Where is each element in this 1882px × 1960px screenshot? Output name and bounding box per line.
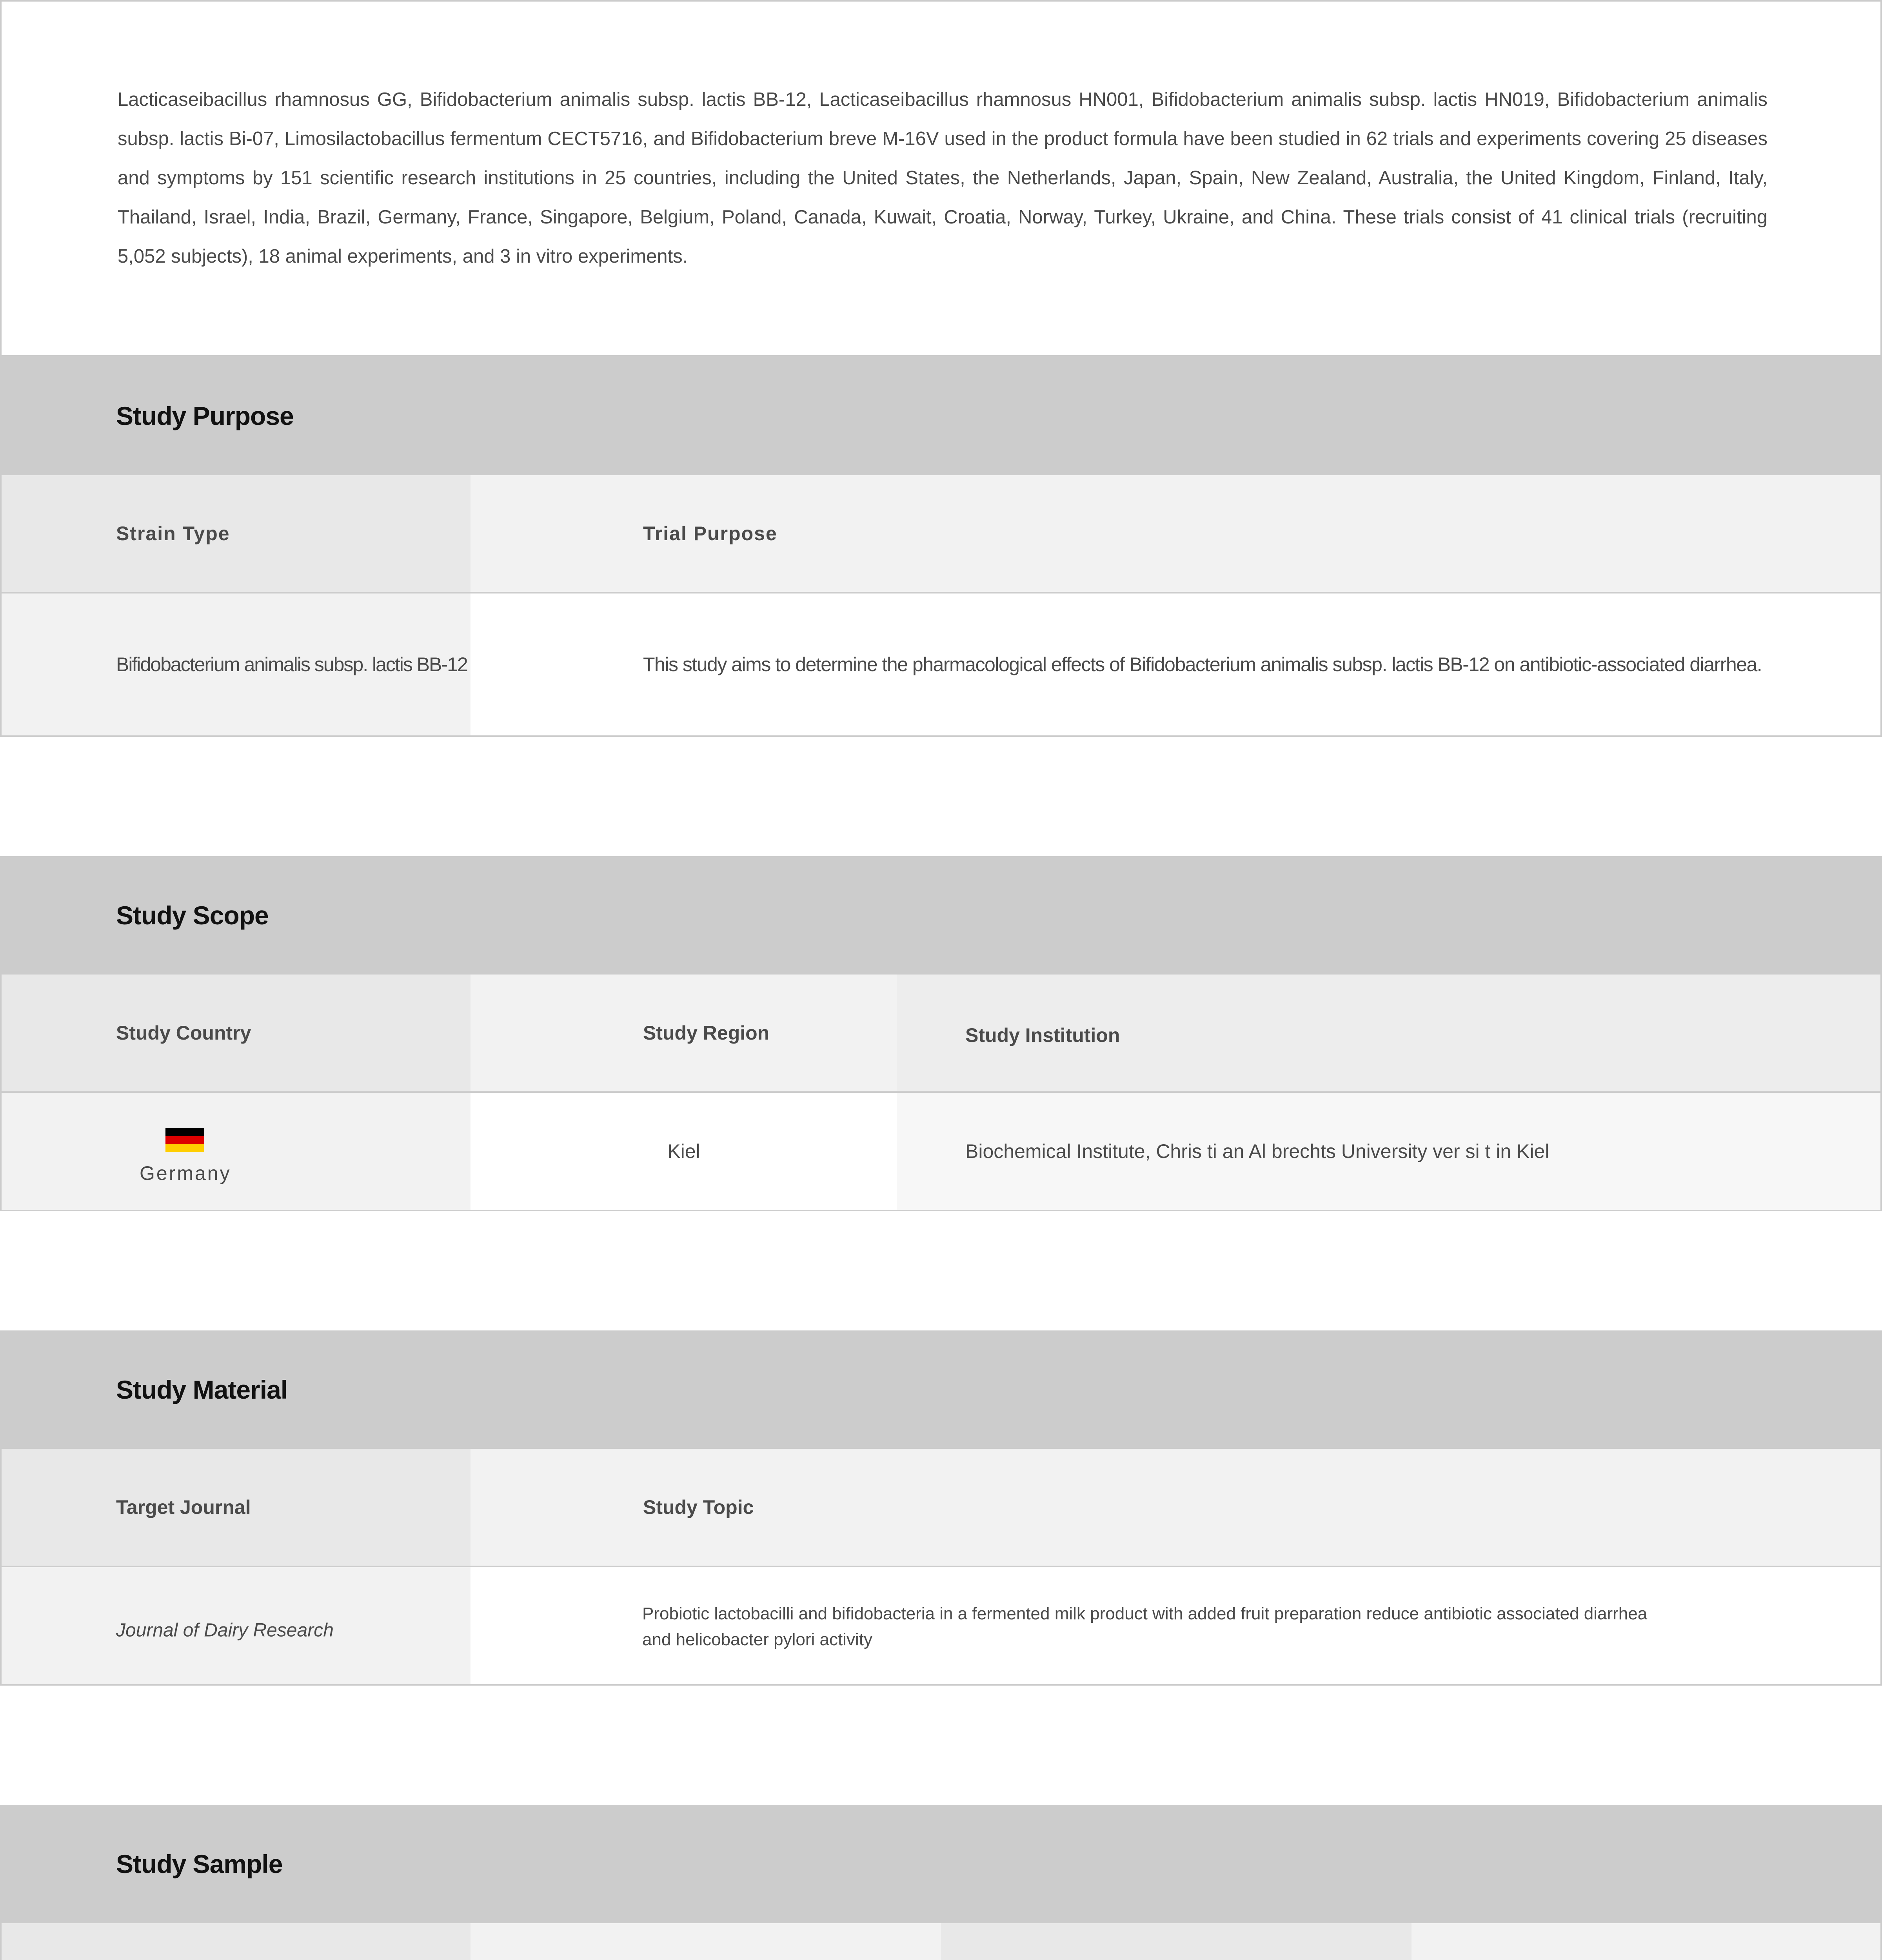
region-value: Kiel xyxy=(667,1140,700,1162)
header-cell xyxy=(2,475,470,592)
column-header-strain-type: Strain Type xyxy=(116,523,230,544)
study-topic-line-2: and helicobacter pylori activity xyxy=(642,1630,872,1649)
data-cell xyxy=(2,1567,470,1684)
column-header-study-topic: Study Topic xyxy=(643,1496,754,1518)
table-row xyxy=(0,1567,1882,1686)
section-title: Study Scope xyxy=(116,901,269,930)
data-cell xyxy=(470,1567,1880,1684)
section-header xyxy=(0,357,1882,475)
column-header-study-region: Study Region xyxy=(643,1022,770,1044)
institution-value: Biochemical Institute, Chris ti an Al brechts University ver si t in Kiel xyxy=(965,1140,1550,1162)
section-header xyxy=(0,1805,1882,1923)
column-header-target-journal: Target Journal xyxy=(116,1496,251,1518)
study-material-section xyxy=(0,1330,1882,1686)
header-cell xyxy=(470,1449,1880,1566)
germany-flag-icon xyxy=(165,1128,204,1152)
study-scope-section xyxy=(0,856,1882,1211)
study-purpose-section xyxy=(0,357,1882,737)
study-topic-value xyxy=(642,1601,1647,1653)
table-header-row xyxy=(0,475,1882,593)
trial-purpose-value: This study aims to determine the pharmacological effects of Bifidobacterium animalis subsp. lactis BB-12 on antibiotic-associated diarrhea. xyxy=(643,653,1762,675)
data-cell xyxy=(470,593,1880,735)
data-cell xyxy=(897,1093,1880,1210)
column-header-trial-purpose: Trial Purpose xyxy=(643,523,778,544)
journal-value: Journal of Dairy Research xyxy=(116,1620,334,1641)
data-cell xyxy=(2,593,470,735)
table-row xyxy=(0,1093,1882,1211)
section-title: Study Sample xyxy=(116,1849,283,1878)
header-cell xyxy=(470,1923,941,1960)
table-header-row xyxy=(0,1923,1882,1960)
intro-paragraph: Lacticaseibacillus rhamnosus GG, Bifidobacterium animalis subsp. lactis BB-12, Lacticaseibacillus rhamnosus HN001, Bifidobacterium animalis subsp. lactis HN019, Bifidobacterium animalis subsp. lactis Bi-07, Limosilactobacillus fermentum CECT5716, and Bifidobacterium breve M-16V used in the product formula have been studied in 62 trials and experiments covering 25 diseases and symptoms by 151 scientific research institutions in 25 countries, including the United States, the Netherlands, Japan, Spain, New Zealand, Australia, the United Kingdom, Finland, Italy, Thailand, Israel, India, Brazil, Germany, France, Singapore, Belgium, Poland, Canada, Kuwait, Croatia, Norway, Turkey, Ukraine, and China. These trials consist of 41 clinical trials (recruiting 5,052 subjects), 18 animal experiments, and 3 in vitro experiments. xyxy=(118,89,1768,267)
column-header-study-country: Study Country xyxy=(116,1022,251,1044)
section-title: Study Purpose xyxy=(116,401,294,430)
section-header xyxy=(0,856,1882,975)
column-header-study-institution: Study Institution xyxy=(965,1024,1120,1046)
data-cell xyxy=(2,1093,470,1210)
header-cell xyxy=(897,975,1880,1091)
intro-box xyxy=(0,0,1882,357)
study-sample-section xyxy=(0,1805,1882,1960)
section-title: Study Material xyxy=(116,1375,288,1404)
table-header-row xyxy=(0,975,1882,1093)
study-topic-line-1: Probiotic lactobacilli and bifidobacteria in a fermented milk product with added fruit preparation reduce antibiotic associated diarrhea xyxy=(642,1604,1648,1623)
table-header-row xyxy=(0,1449,1882,1567)
header-cell xyxy=(941,1923,1412,1960)
section-header xyxy=(0,1330,1882,1449)
header-cell xyxy=(470,475,1880,592)
header-cell xyxy=(470,975,897,1091)
data-cell xyxy=(470,1093,897,1210)
country-value: Germany xyxy=(140,1162,231,1184)
header-cell xyxy=(2,975,470,1091)
header-cell xyxy=(2,1923,470,1960)
table-row xyxy=(0,593,1882,737)
header-cell xyxy=(2,1449,470,1566)
header-cell xyxy=(1412,1923,1880,1960)
strain-value: Bifidobacterium animalis subsp. lactis BB-12 xyxy=(116,653,467,675)
